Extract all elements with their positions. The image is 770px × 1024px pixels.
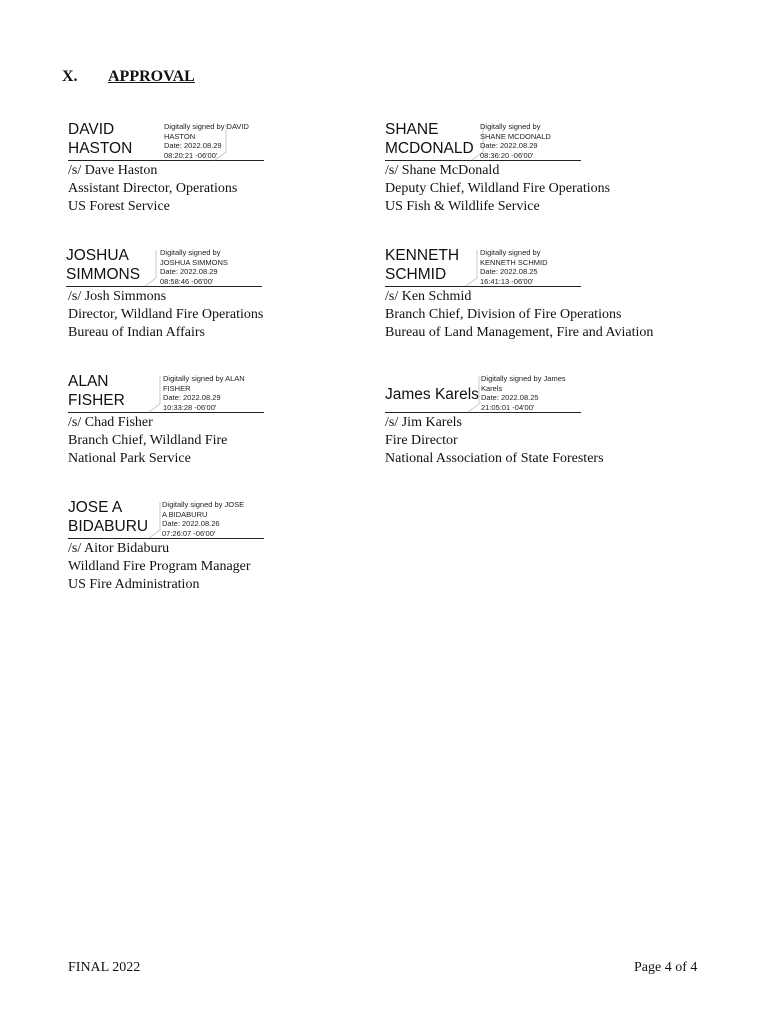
signatory-title: Wildland Fire Program Manager [68,559,251,574]
typed-signature: /s/ Ken Schmid [385,289,472,304]
signatory-organization: US Fish & Wildlife Service [385,199,540,214]
footer-document-status: FINAL 2022 [68,960,141,975]
signature-name-line: SIMMONS [66,266,141,283]
signatory-organization: National Association of State Foresters [385,451,604,466]
signatory-info [68,414,227,468]
signature-name-line: MCDONALD [385,140,474,157]
signature-name-line: FISHER [68,392,125,409]
signatory-title: Branch Chief, Wildland Fire [68,433,228,448]
signatory-organization: National Park Service [68,451,191,466]
signature-block-simmons [66,248,386,348]
signatory-title: Deputy Chief, Wildland Fire Operations [385,181,611,196]
signature-field[interactable] [66,248,262,287]
signatory-info [68,288,263,342]
signature-field[interactable] [385,374,581,413]
signature-name-line: KENNETH [385,247,460,264]
signature-block-karels [385,374,705,474]
typed-signature: /s/ Chad Fisher [68,415,153,430]
signatory-title: Assistant Director, Operations [68,181,238,196]
signatory-info [385,414,604,468]
digital-signature-details: Digitally signed by JOSE A BIDABURU Date: 2022.08.26 07:26:07 -06'00' [162,500,245,538]
signature-block-mcdonald [385,122,705,222]
signature-name-line: HASTON [68,140,133,157]
signature-block-haston [68,122,388,222]
signatory-organization: US Fire Administration [68,577,200,592]
signature-name-line: JOSHUA [66,247,129,264]
digital-signature-mark-icon [148,500,162,540]
signature-block-fisher [68,374,388,474]
signature-name-line: SHANE [385,121,439,138]
signature-name-line: SCHMID [385,266,447,283]
typed-signature: /s/ Aitor Bidaburu [68,541,170,556]
typed-signature: /s/ Shane McDonald [385,163,500,178]
signatory-title: Branch Chief, Division of Fire Operations [385,307,622,322]
signature-field[interactable] [385,122,581,161]
digital-signature-details: Digitally signed by KENNETH SCHMID Date: 2022.08.25 16:41:13 -06'00' [480,248,548,286]
signatory-info [68,540,251,594]
digital-signature-mark-icon [144,248,158,288]
typed-signature: /s/ Dave Haston [68,163,158,178]
signatory-organization: US Forest Service [68,199,170,214]
digital-signature-details: Digitally signed by James Karels Date: 2022.08.25 21:05:01 -04'00' [481,374,566,412]
signatory-organization: Bureau of Indian Affairs [68,325,205,340]
digital-signature-details: Digitally signed by SHANE MCDONALD Date: 2022.08.29 08:36:20 -06'00' [480,122,551,160]
digital-signature-mark-icon [467,374,481,414]
digital-signature-mark-icon [465,248,479,288]
signature-block-bidaburu [68,500,388,600]
signatory-info [385,162,610,216]
signatory-organization: Bureau of Land Management, Fire and Aviation [385,325,654,340]
signatory-info [385,288,653,342]
signature-field[interactable] [385,248,581,287]
signatory-info [68,162,237,216]
signatory-title: Fire Director [385,433,458,448]
digital-signature-details: Digitally signed by DAVID HASTON Date: 2022.08.29 08:20:21 -06'00' [164,122,249,160]
digital-signature-details: Digitally signed by JOSHUA SIMMONS Date: 2022.08.29 08:58:46 -06'00' [160,248,228,286]
signature-name-line: James Karels [385,386,479,403]
signature-field[interactable] [68,122,264,161]
signatory-title: Director, Wildland Fire Operations [68,307,264,322]
signature-name-line: JOSE A [68,499,123,516]
signature-field[interactable] [68,374,264,413]
digital-signature-mark-icon [148,374,162,414]
signature-name-line: DAVID [68,121,115,138]
digital-signature-details: Digitally signed by ALAN FISHER Date: 2022.08.29 10:33:28 -06'00' [163,374,245,412]
signature-field[interactable] [68,500,264,539]
footer-page-number: Page 4 of 4 [634,960,698,975]
section-title: APPROVAL [108,68,195,85]
typed-signature: /s/ Josh Simmons [68,289,167,304]
section-number: X. [62,68,78,85]
signature-block-schmid [385,248,705,348]
typed-signature: /s/ Jim Karels [385,415,462,430]
signature-name-line: BIDABURU [68,518,149,535]
signature-name-line: ALAN [68,373,109,390]
